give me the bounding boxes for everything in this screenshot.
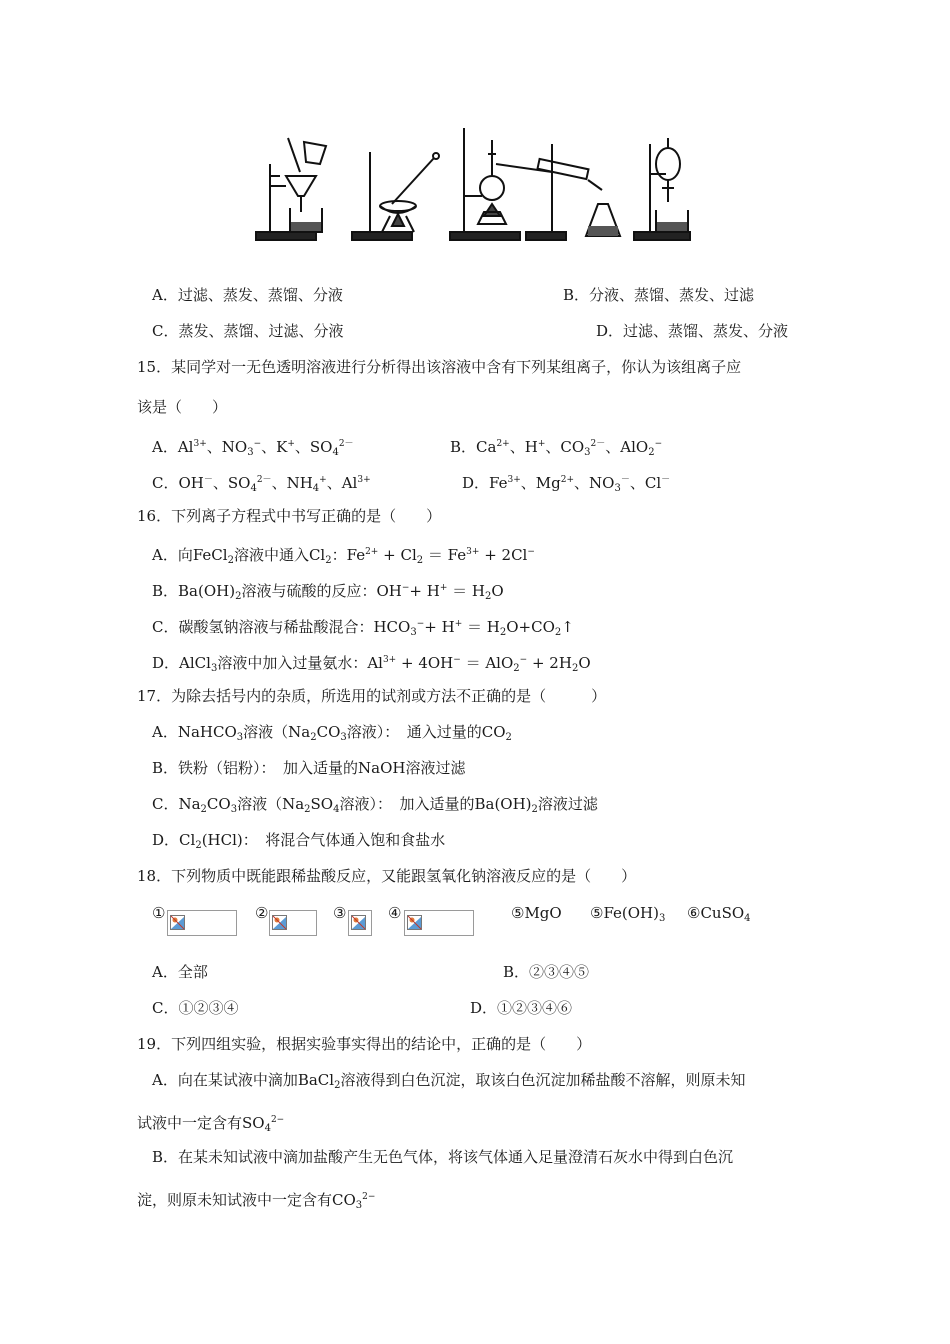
filtration-apparatus-icon (256, 138, 326, 240)
q19-option-a-cont: 试液中一定含有$SO_4^{2-}$ (137, 1114, 285, 1134)
broken-image-icon (272, 915, 287, 930)
q16-option-c: C．碳酸氢钠溶液与稀盐酸混合：$HCO_3^-+ H^+$ ＝ $H_2O+CO_2↑$ (152, 618, 574, 638)
evaporation-apparatus-icon (352, 152, 439, 240)
q17-option-c: C．$Na_2CO_3$溶液（$Na_2SO_4$溶液）： 加入适量的$Ba(OH)_2$溶液过滤 (152, 795, 598, 815)
q18-item-1-label: ① (152, 904, 166, 922)
q17-option-a: A．NaHCO$_3$溶液（$Na_2CO_3$溶液）： 通入过量的$CO_2$ (152, 723, 512, 743)
q16-option-d: D．AlCl$_3$溶液中加入过量氨水：$Al^{3+} + 4OH^- = AlO_2^- + 2H_2O$ (152, 654, 591, 674)
q15-option-a: A．$Al^{3+}$、$NO_3^-$、K+、$SO_4^{2-}$ (152, 438, 354, 458)
q15-stem: 15．某同学对一无色透明溶液进行分析得出该溶液中含有下列某组离子，你认为该组离子应 (137, 358, 742, 376)
q18-item-3-image (348, 910, 372, 936)
q15-option-d: D．$Fe^{3+}$、$Mg^{2+}$、$NO_3^-$、Cl－ (462, 474, 671, 494)
q15-stem-cont: 该是（ ） (137, 398, 228, 416)
q15-option-b: B．$Ca^{2+}$、H+、$CO_3^{2-}$、AlO$_2$− (450, 438, 663, 458)
distillation-apparatus-icon (450, 128, 602, 240)
q14-option-a: A．过滤、蒸发、蒸馏、分液 (152, 286, 343, 304)
q18-item-4-label: ④ (388, 904, 402, 922)
q18-option-c: C．①②③④ (152, 999, 239, 1017)
separating-funnel-apparatus-icon (634, 138, 690, 240)
q18-option-a: A．全部 (152, 963, 208, 981)
q18-item-2-label: ② (255, 904, 269, 922)
q19-option-a: A．向在某试液中滴加BaCl$_2$溶液得到白色沉淀，取该白色沉淀加稀盐酸不溶解，则原未知 (152, 1071, 746, 1091)
q17-option-d: D．$Cl_2(HCl)$： 将混合气体通入饱和食盐水 (152, 831, 446, 851)
q18-item-3-label: ③ (333, 904, 347, 922)
q18-item-2-image (269, 910, 317, 936)
q18-item-7: ⑥CuSO$_4$ (687, 904, 751, 924)
q16-option-a: A．向FeCl$_2$溶液中通入$Cl_2$：$Fe^{2+} + Cl_2 = Fe^{3+} + 2Cl^-$ (152, 546, 535, 566)
q19-option-b-cont: 淀，则原未知试液中一定含有$CO_3^{2-}$ (137, 1191, 376, 1211)
broken-image-icon (351, 915, 366, 930)
lab-apparatus-figure (252, 124, 692, 248)
q16-stem: 16．下列离子方程式中书写正确的是（ ） (137, 507, 442, 525)
q18-stem: 18．下列物质中既能跟稀盐酸反应，又能跟氢氧化钠溶液反应的是（ ） (137, 867, 637, 885)
q18-item-1-image (167, 910, 237, 936)
q17-option-b: B．铁粉（铝粉）： 加入适量的NaOH溶液过滤 (152, 759, 466, 777)
q14-option-c: C．蒸发、蒸馏、过滤、分液 (152, 322, 344, 340)
broken-image-icon (170, 915, 185, 930)
q18-item-4-image (404, 910, 474, 936)
q18-option-d: D．①②③④⑥ (470, 999, 573, 1017)
q19-stem: 19．下列四组实验，根据实验事实得出的结论中，正确的是（ ） (137, 1035, 592, 1053)
q17-stem: 17．为除去括号内的杂质，所选用的试剂或方法不正确的是（ ） (137, 687, 607, 705)
q18-option-b: B．②③④⑤ (503, 963, 590, 981)
q18-item-5: ⑤MgO (511, 904, 562, 922)
broken-image-icon (407, 915, 422, 930)
q14-option-b: B．分液、蒸馏、蒸发、过滤 (563, 286, 755, 304)
q16-option-b: B．$Ba(OH)_2$溶液与硫酸的反应：$OH^-+ H^+ = H_2O$ (152, 582, 504, 602)
q18-item-6: $⑤Fe(OH)_3$ (590, 904, 666, 924)
q19-option-b: B．在某未知试液中滴加盐酸产生无色气体，将该气体通入足量澄清石灰水中得到白色沉 (152, 1148, 734, 1166)
q14-option-d: D．过滤、蒸馏、蒸发、分液 (596, 322, 789, 340)
conical-flask-icon (586, 204, 620, 236)
q15-option-c: C．OH－、$SO_4^{2-}$、$NH_4^+$、$Al^{3+}$ (152, 474, 371, 494)
